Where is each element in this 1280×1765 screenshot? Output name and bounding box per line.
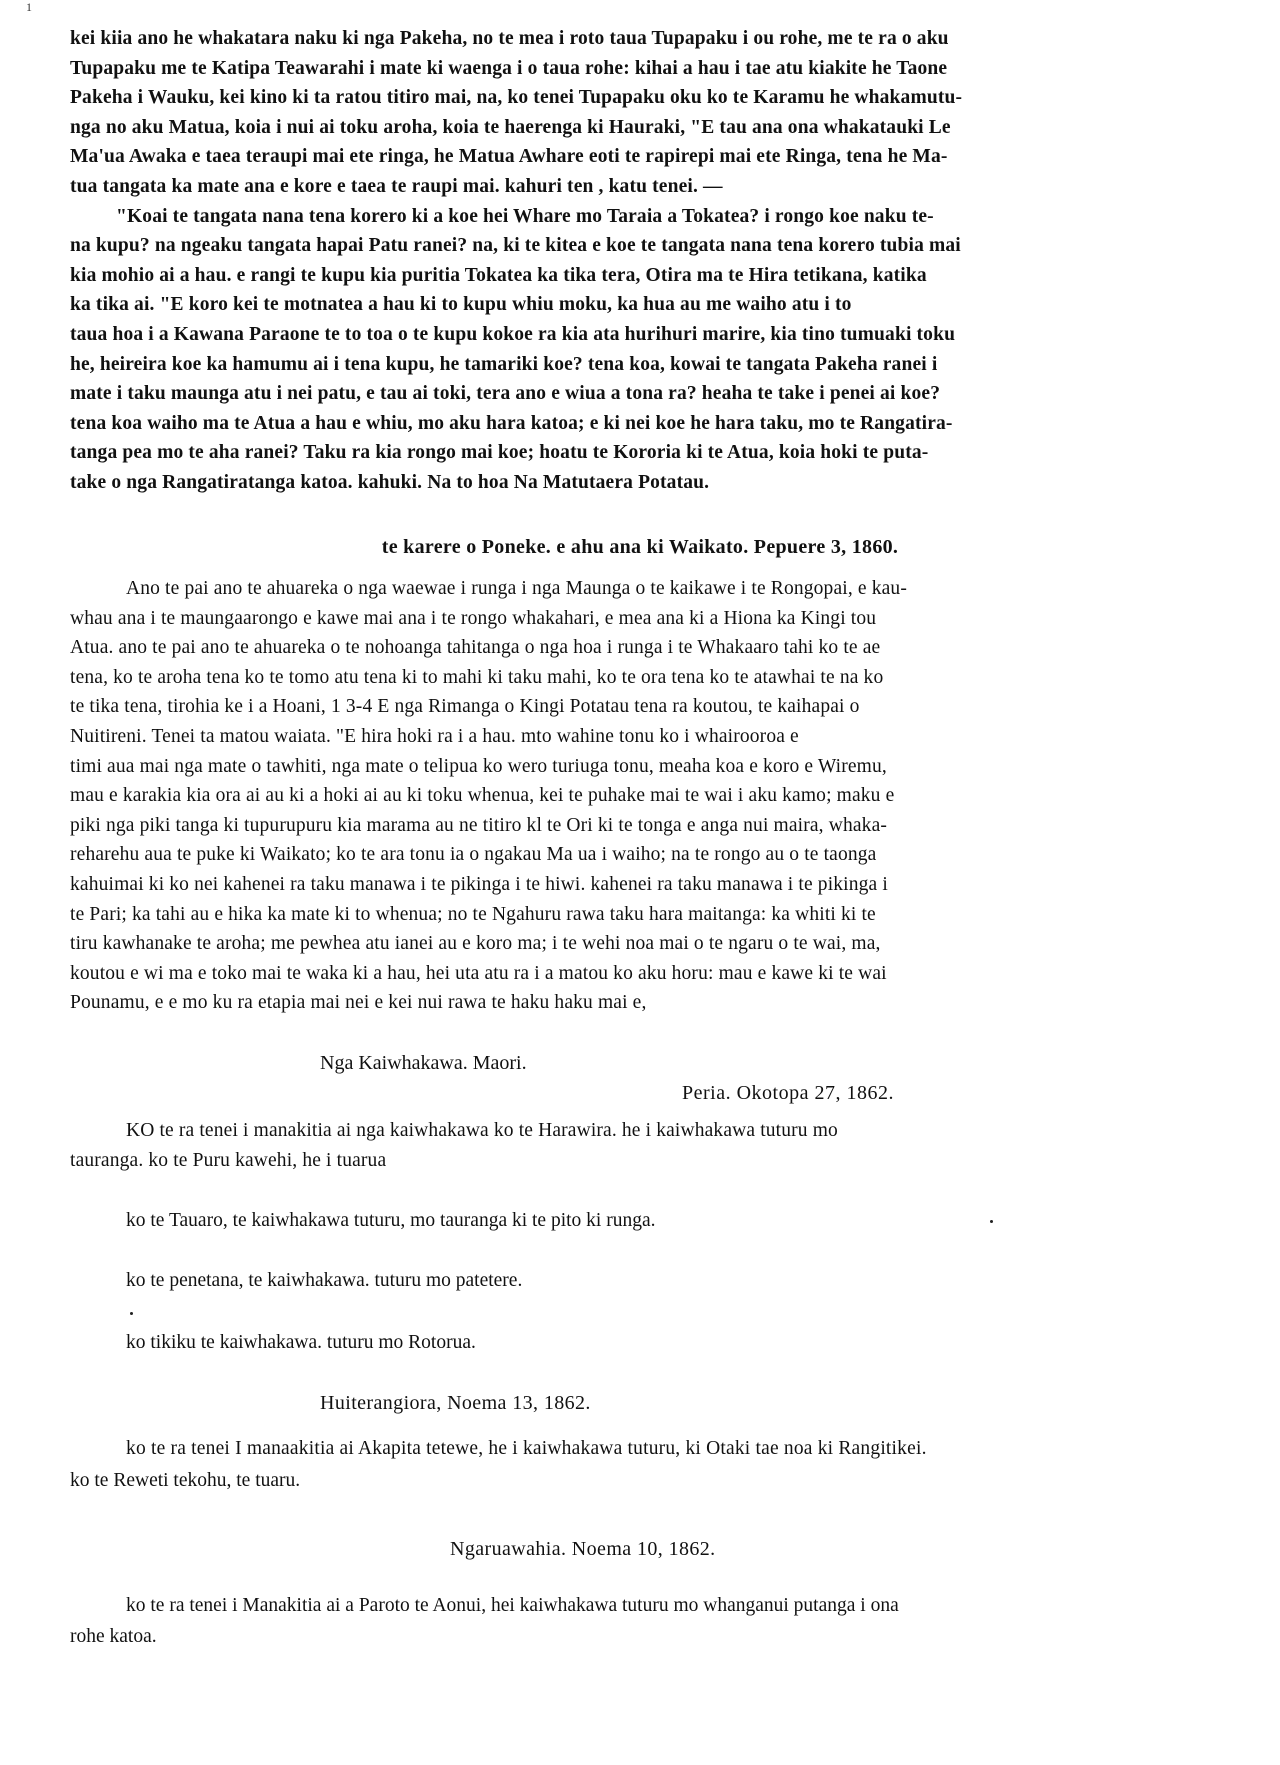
appointment-entry: ko te Tauaro, te kaiwhakawa tuturu, mo tauranga ki te pito ki runga. (126, 1210, 656, 1231)
text-line: mau e karakia kia ora ai au ki a hoki ai au ki toku whenua, kei te puhake mai te wai i aku kamo; maku e (70, 785, 895, 807)
text-line: na kupu? na ngeaku tangata hapai Patu ranei? na, ki te kitea e koe te tangata nana tena korero tubia mai (70, 235, 961, 257)
text-line: ko te ra tenei i Manakitia ai a Paroto te Aonui, hei kaiwhakawa tuturu mo whanganui putanga i ona (126, 1595, 899, 1616)
text-line: kia mohio ai a hau. e rangi te kupu kia puritia Tokatea ka tika tera, Otira ma te Hira tetikana, katika (70, 264, 927, 286)
dateline: Huiterangiora, Noema 13, 1862. (320, 1392, 591, 1414)
dateline: Ngaruawahia. Noema 10, 1862. (450, 1538, 716, 1560)
article-body (70, 1116, 838, 1175)
text-line: tiru kawhanake te aroha; me pewhea atu ianei au e koro ma; i te wehi noa mai o te ngaru o te wai, ma, (70, 933, 881, 955)
article-body (70, 24, 962, 498)
text-line: whau ana i te maungaarongo e kawe mai ana i te rongo whakahari, e mea ana ki a Hiona ka Kingi tou (70, 607, 877, 629)
article-body (70, 574, 907, 1018)
text-line: kahuimai ki ko nei kahenei ra taku manawa i te pikinga i te hiwi. kahenei ra taku manawa i te pikinga i (70, 873, 888, 895)
text-line: te Pari; ka tahi au e hika ka mate ki to whenua; no te Ngahuru rawa taku hara maitanga: ka whiti ki te (70, 903, 876, 925)
appointment-entry: ko te ra tenei I manaakitia ai Akapita tetewe, he i kaiwhakawa tuturu, ki Otaki tae noa ki Rangitikei. (126, 1438, 927, 1459)
article-kaiwhakawa (70, 1116, 838, 1175)
dateline: Peria. Okotopa 27, 1862. (682, 1082, 894, 1104)
text-line: tauranga. ko te Puru kawehi, he i tuarua (70, 1149, 387, 1171)
text-line: nga no aku Matua, koia i nui ai toku aroha, koia te haerenga ki Hauraki, "E tau ana ona whakatauki Le (70, 116, 951, 138)
appointment-entry: ko te penetana, te kaiwhakawa. tuturu mo patetere. (126, 1270, 523, 1291)
appointment-entry: ko tikiku te kaiwhakawa. tuturu mo Rotorua. (126, 1332, 476, 1353)
text-line: Ano te pai ano te ahuareka o nga waewae i runga i nga Maunga o te kaikawe i te Rongopai, e kau- (126, 578, 907, 599)
signature-line: take o nga Rangatiratanga katoa. kahuki. Na to hoa Na Matutaera Potatau. (70, 471, 710, 493)
section-heading: Nga Kaiwhakawa. Maori. (320, 1052, 527, 1074)
text-line: "Koai te tangata nana tena korero ki a koe hei Whare mo Taraia a Tokatea? i rongo koe naku te- (116, 205, 934, 227)
article-ngaruawahia (70, 1590, 899, 1652)
article-letter (70, 24, 962, 498)
text-line: KO te ra tenei i manakitia ai nga kaiwhakawa ko te Harawira. he i kaiwhakawa tuturu mo (126, 1120, 838, 1141)
text-line: rohe katoa. (70, 1626, 157, 1647)
text-line: Nuitireni. Tenei ta matou waiata. "E hira hoki ra i a hau. mto wahine tonu ko i whairooroa e (70, 725, 799, 747)
text-line: te tika tena, tirohia ke i a Hoani, 1 3-4 E nga Rimanga o Kingi Potatau tena ra koutou, te kaihapai o (70, 696, 860, 718)
text-line: mate i taku maunga atu i nei patu, e tau ai toki, tera ano e wiua a tona ra? heaha te take i penei ai koe? (70, 383, 941, 405)
text-line: tanga pea mo te aha ranei? Taku ra kia rongo mai koe; hoatu te Kororia ki te Atua, koia hoki te puta- (70, 442, 929, 464)
article-heading-container (70, 536, 1210, 559)
text-line: timi aua mai nga mate o tawhiti, nga mate o telipua ko wero turiuga tonu, meaha koa e koro e Wiremu, (70, 755, 887, 777)
text-line: kei kiia ano he whakatara naku ki nga Pakeha, no te mea i roto taua Tupapaku i ou rohe, me te ra o aku (70, 28, 949, 49)
appointment-entry: ko te Reweti tekohu, te tuaru. (70, 1470, 301, 1491)
print-speck (990, 1220, 993, 1223)
text-line: Atua. ano te pai ano te ahuareka o te nohoanga tahitanga o nga hoa i runga i te Whakaaro tahi ko te ae (70, 637, 881, 659)
text-line: piki nga piki tanga ki tupurupuru kia marama au ne titiro kl te Ori ki te tonga e anga nui maira, whaka- (70, 814, 888, 836)
text-line: tena koa waiho ma te Atua a hau e whiu, mo aku hara katoa; e ki nei koe he hara taku, mo te Rangatira- (70, 412, 953, 434)
text-line: Tupapaku me te Katipa Teawarahi i mate ki waenga i o taua rohe: kihai a hau i tae atu kiakite he Taone (70, 57, 948, 79)
text-line: koutou e wi ma e toko mai te waka ki a hau, hei uta atu ra i a matou ko aku horu: mau e kawe ki te wai (70, 962, 887, 984)
text-line: Pounamu, e e mo ku ra etapia mai nei e kei nui rawa te haku haku mai e, (70, 992, 647, 1014)
text-line: tua tangata ka mate ana e kore e taea te raupi mai. kahuri ten , katu tenei. — (70, 175, 723, 197)
text-line: Pakeha i Wauku, kei kino ki ta ratou titiro mai, na, ko tenei Tupapaku oku ko te Karamu he whakamutu- (70, 87, 963, 109)
article-karere (70, 574, 907, 1018)
page-mark: 1 (26, 0, 32, 14)
text-line: ka tika ai. "E koro kei te motnatea a hau ki to kupu whiu moku, ka hua au me waiho atu i to (70, 294, 852, 316)
text-line: reharehu aua te puke ki Waikato; ko te ara tonu ia o ngakau Ma ua i waiho; na te rongo au o te taonga (70, 844, 877, 866)
print-speck (130, 1312, 133, 1315)
text-line: tena, ko te aroha tena ko te tomo atu tena ki to mahi ki taku mahi, ko te ora tena ko te atawhai te na ko (70, 666, 884, 688)
text-line: Ma'ua Awaka e taea teraupi mai ete ringa, he Matua Awhare eoti te rapirepi mai ete Ringa, tena he Ma- (70, 146, 948, 168)
article-heading: te karere o Poneke. e ahu ana ki Waikato. Pepuere 3, 1860. (381, 536, 899, 558)
text-line: he, heireira koe ka hamumu ai i tena kupu, he tamariki koe? tena koa, kowai te tangata Pakeha ranei i (70, 353, 938, 375)
text-line: taua hoa i a Kawana Paraone te to toa o te kupu kokoe ra kia ata hurihuri marire, kia tino tumuaki toku (70, 323, 956, 345)
